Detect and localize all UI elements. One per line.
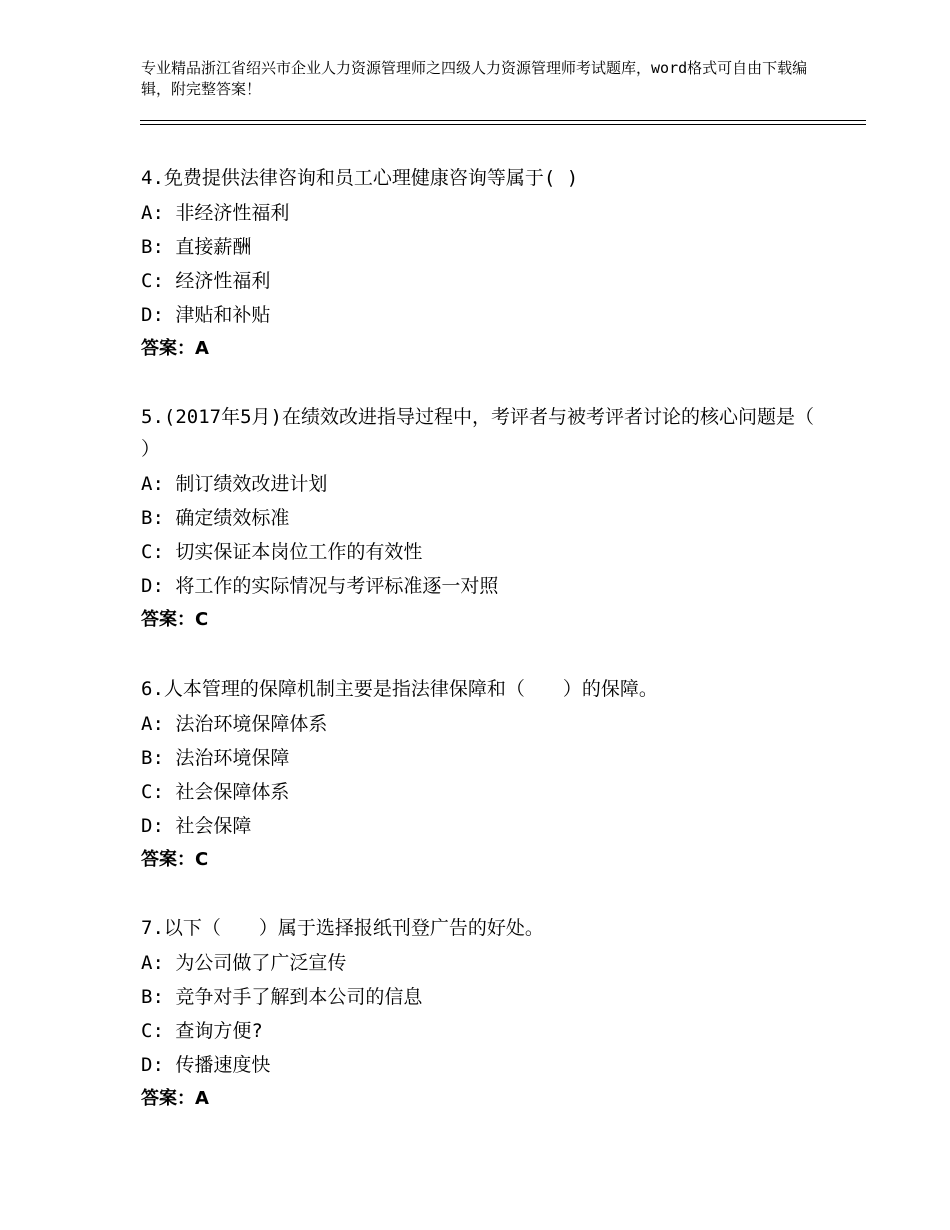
option-c: C: 查询方便? xyxy=(141,1020,263,1042)
question-stem: 4.免费提供法律咨询和员工心理健康咨询等属于( ) xyxy=(141,167,579,189)
header-divider-bottom xyxy=(140,124,866,125)
question-6 xyxy=(141,673,821,877)
option-a: A: 为公司做了广泛宣传 xyxy=(141,952,347,974)
header-divider-top xyxy=(140,120,866,121)
option-d: D: 传播速度快 xyxy=(141,1054,271,1076)
option-c: C: 社会保障体系 xyxy=(141,781,290,803)
option-a: A: 法治环境保障体系 xyxy=(141,713,328,735)
question-4 xyxy=(141,162,821,366)
answer: 答案：A xyxy=(141,338,209,359)
option-b: B: 确定绩效标准 xyxy=(141,507,290,529)
answer: 答案：C xyxy=(141,609,209,630)
option-b: B: 法治环境保障 xyxy=(141,747,290,769)
question-stem: 7.以下（ ）属于选择报纸刊登广告的好处。 xyxy=(141,917,544,939)
question-7 xyxy=(141,912,821,1116)
answer: 答案：C xyxy=(141,849,209,870)
document-header: 专业精品浙江省绍兴市企业人力资源管理师之四级人力资源管理师考试题库，word格式可自由下载编辑，附完整答案！ xyxy=(141,59,808,98)
answer: 答案：A xyxy=(141,1088,209,1109)
option-c: C: 经济性福利 xyxy=(141,270,271,292)
option-d: D: 津贴和补贴 xyxy=(141,304,271,326)
option-c: C: 切实保证本岗位工作的有效性 xyxy=(141,541,423,563)
option-b: B: 直接薪酬 xyxy=(141,236,252,258)
question-stem: 6.人本管理的保障机制主要是指法律保障和（ ）的保障。 xyxy=(141,678,658,700)
option-d: D: 将工作的实际情况与考评标准逐一对照 xyxy=(141,575,499,597)
question-stem: 5.(2017年5月)在绩效改进指导过程中，考评者与被考评者讨论的核心问题是（ ） xyxy=(141,406,814,460)
option-a: A: 制订绩效改进计划 xyxy=(141,473,328,495)
option-a: A: 非经济性福利 xyxy=(141,202,290,224)
question-5 xyxy=(141,401,821,637)
option-b: B: 竞争对手了解到本公司的信息 xyxy=(141,986,423,1008)
option-d: D: 社会保障 xyxy=(141,815,252,837)
